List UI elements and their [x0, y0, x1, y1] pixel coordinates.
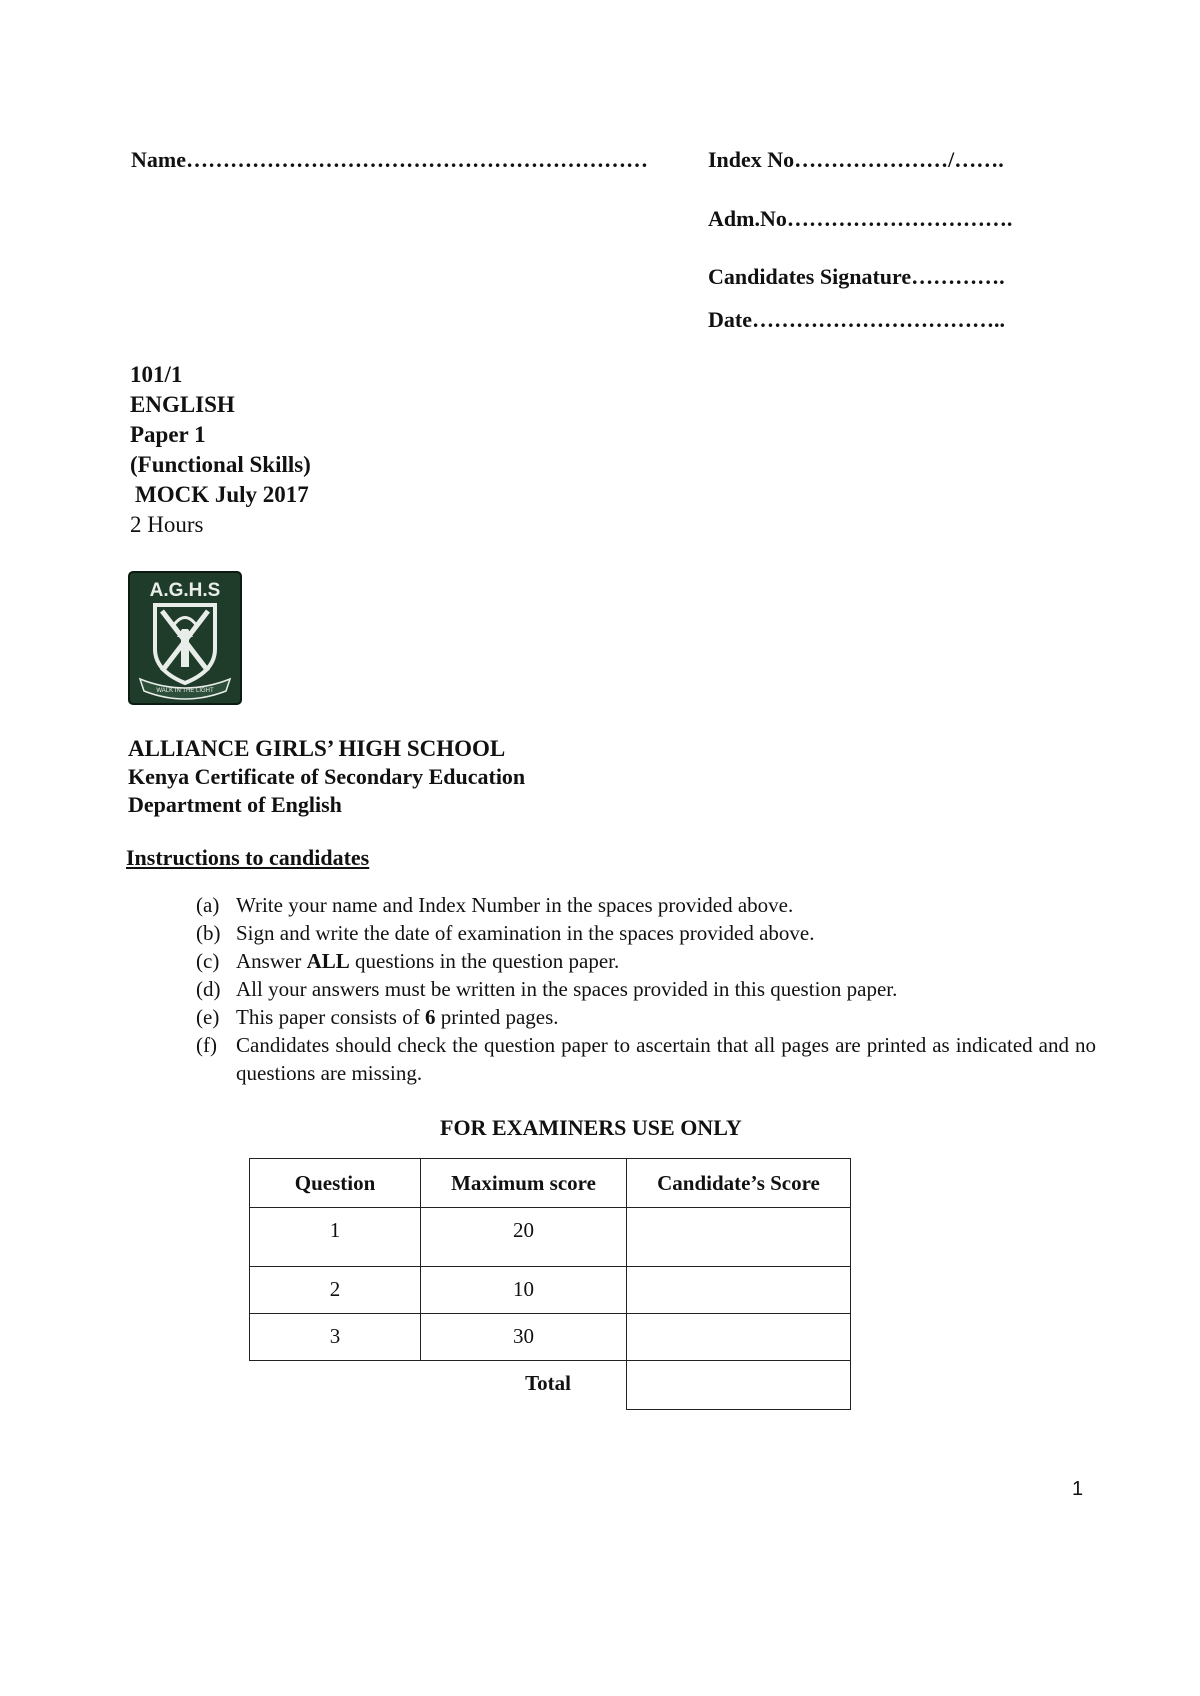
- max-score-cell: [421, 1314, 627, 1361]
- item-text-emphasis: 6: [424, 1005, 436, 1029]
- table-row: [250, 1267, 851, 1314]
- school-name: ALLIANCE GIRLS’ HIGH SCHOOL: [128, 736, 506, 761]
- subject: ENGLISH: [130, 392, 235, 417]
- list-item: [196, 975, 1096, 1003]
- item-text: All your answers must be written in the spaces provided in this question paper.: [236, 977, 898, 1001]
- examiners-score-table: [249, 1158, 851, 1410]
- admission-number-field[interactable]: Adm.No………………………….: [708, 206, 1013, 231]
- list-item: [196, 1003, 1096, 1031]
- table-row: [250, 1208, 851, 1267]
- school-details: [128, 735, 525, 819]
- total-score-cell[interactable]: [627, 1361, 851, 1410]
- item-text-emphasis: ALL: [306, 949, 350, 973]
- certificate-name: Kenya Certificate of Secondary Education: [128, 764, 526, 789]
- column-header-candidate-score: Candidate’s Score: [627, 1159, 851, 1208]
- item-marker: (f): [196, 1033, 217, 1057]
- item-text-pre: Answer: [236, 949, 307, 973]
- school-crest-logo: [128, 571, 242, 705]
- paper-code: 101/1: [130, 362, 183, 387]
- item-text-pre: This paper consists of: [236, 1005, 425, 1029]
- candidate-score-cell[interactable]: [627, 1267, 851, 1314]
- item-text: Sign and write the date of examination in the spaces provided above.: [236, 921, 815, 945]
- item-text: Candidates should check the question paper to ascertain that all pages are printed as indicated and no questions are missing.: [236, 1033, 1096, 1085]
- duration: 2 Hours: [130, 512, 204, 537]
- name-field[interactable]: Name………………………………………………………: [131, 147, 648, 172]
- crest-initials: A.G.H.S: [149, 580, 221, 601]
- item-text-post: printed pages.: [435, 1005, 559, 1029]
- column-header-max-score: Maximum score: [421, 1159, 627, 1208]
- examiners-title: FOR EXAMINERS USE ONLY: [440, 1115, 742, 1140]
- index-number-field[interactable]: Index No…………………/…….: [708, 147, 1004, 172]
- candidate-score-cell[interactable]: [627, 1208, 851, 1267]
- item-text-post: questions in the question paper.: [349, 949, 620, 973]
- candidate-signature-field[interactable]: Candidates Signature………….: [708, 264, 1005, 289]
- total-label: Total: [525, 1371, 571, 1395]
- item-marker: (a): [196, 893, 220, 917]
- crest-motto: WALK IN THE LIGHT: [156, 688, 214, 694]
- max-score-cell: [421, 1267, 627, 1314]
- item-text: [236, 947, 1096, 975]
- item-text: Write your name and Index Number in the spaces provided above.: [236, 893, 794, 917]
- question-number-cell: [250, 1208, 421, 1267]
- item-marker: (d): [196, 977, 221, 1001]
- max-score-cell: [421, 1208, 627, 1267]
- question-number-cell: [250, 1267, 421, 1314]
- page-number: 1: [1072, 1478, 1084, 1500]
- item-marker: (e): [196, 1005, 220, 1029]
- column-header-question: Question: [250, 1159, 421, 1208]
- table-header-row: [250, 1159, 851, 1208]
- question-number: 3: [329, 1324, 341, 1348]
- item-text: [236, 1003, 1096, 1031]
- date-field[interactable]: Date……………………………..: [708, 307, 1005, 332]
- paper-number: Paper 1: [130, 422, 206, 447]
- max-score: 10: [513, 1277, 534, 1301]
- total-row: [250, 1361, 851, 1410]
- question-number: 2: [329, 1277, 341, 1301]
- instructions-list: [196, 891, 1096, 1087]
- department-name: Department of English: [128, 792, 342, 817]
- total-label-cell: [250, 1361, 627, 1410]
- paper-type: (Functional Skills): [130, 452, 311, 477]
- list-item: [196, 1031, 1096, 1087]
- paper-details: [130, 360, 311, 540]
- max-score: 20: [513, 1218, 534, 1242]
- candidate-score-cell[interactable]: [627, 1314, 851, 1361]
- max-score: 30: [513, 1324, 534, 1348]
- item-marker: (b): [196, 921, 221, 945]
- list-item: [196, 947, 1096, 975]
- question-number-cell: [250, 1314, 421, 1361]
- question-number: 1: [329, 1218, 341, 1242]
- exam-session: MOCK July 2017: [135, 482, 309, 507]
- table-row: [250, 1314, 851, 1361]
- list-item: [196, 919, 1096, 947]
- instructions-title: Instructions to candidates: [126, 845, 370, 870]
- list-item: [196, 891, 1096, 919]
- item-marker: (c): [196, 949, 220, 973]
